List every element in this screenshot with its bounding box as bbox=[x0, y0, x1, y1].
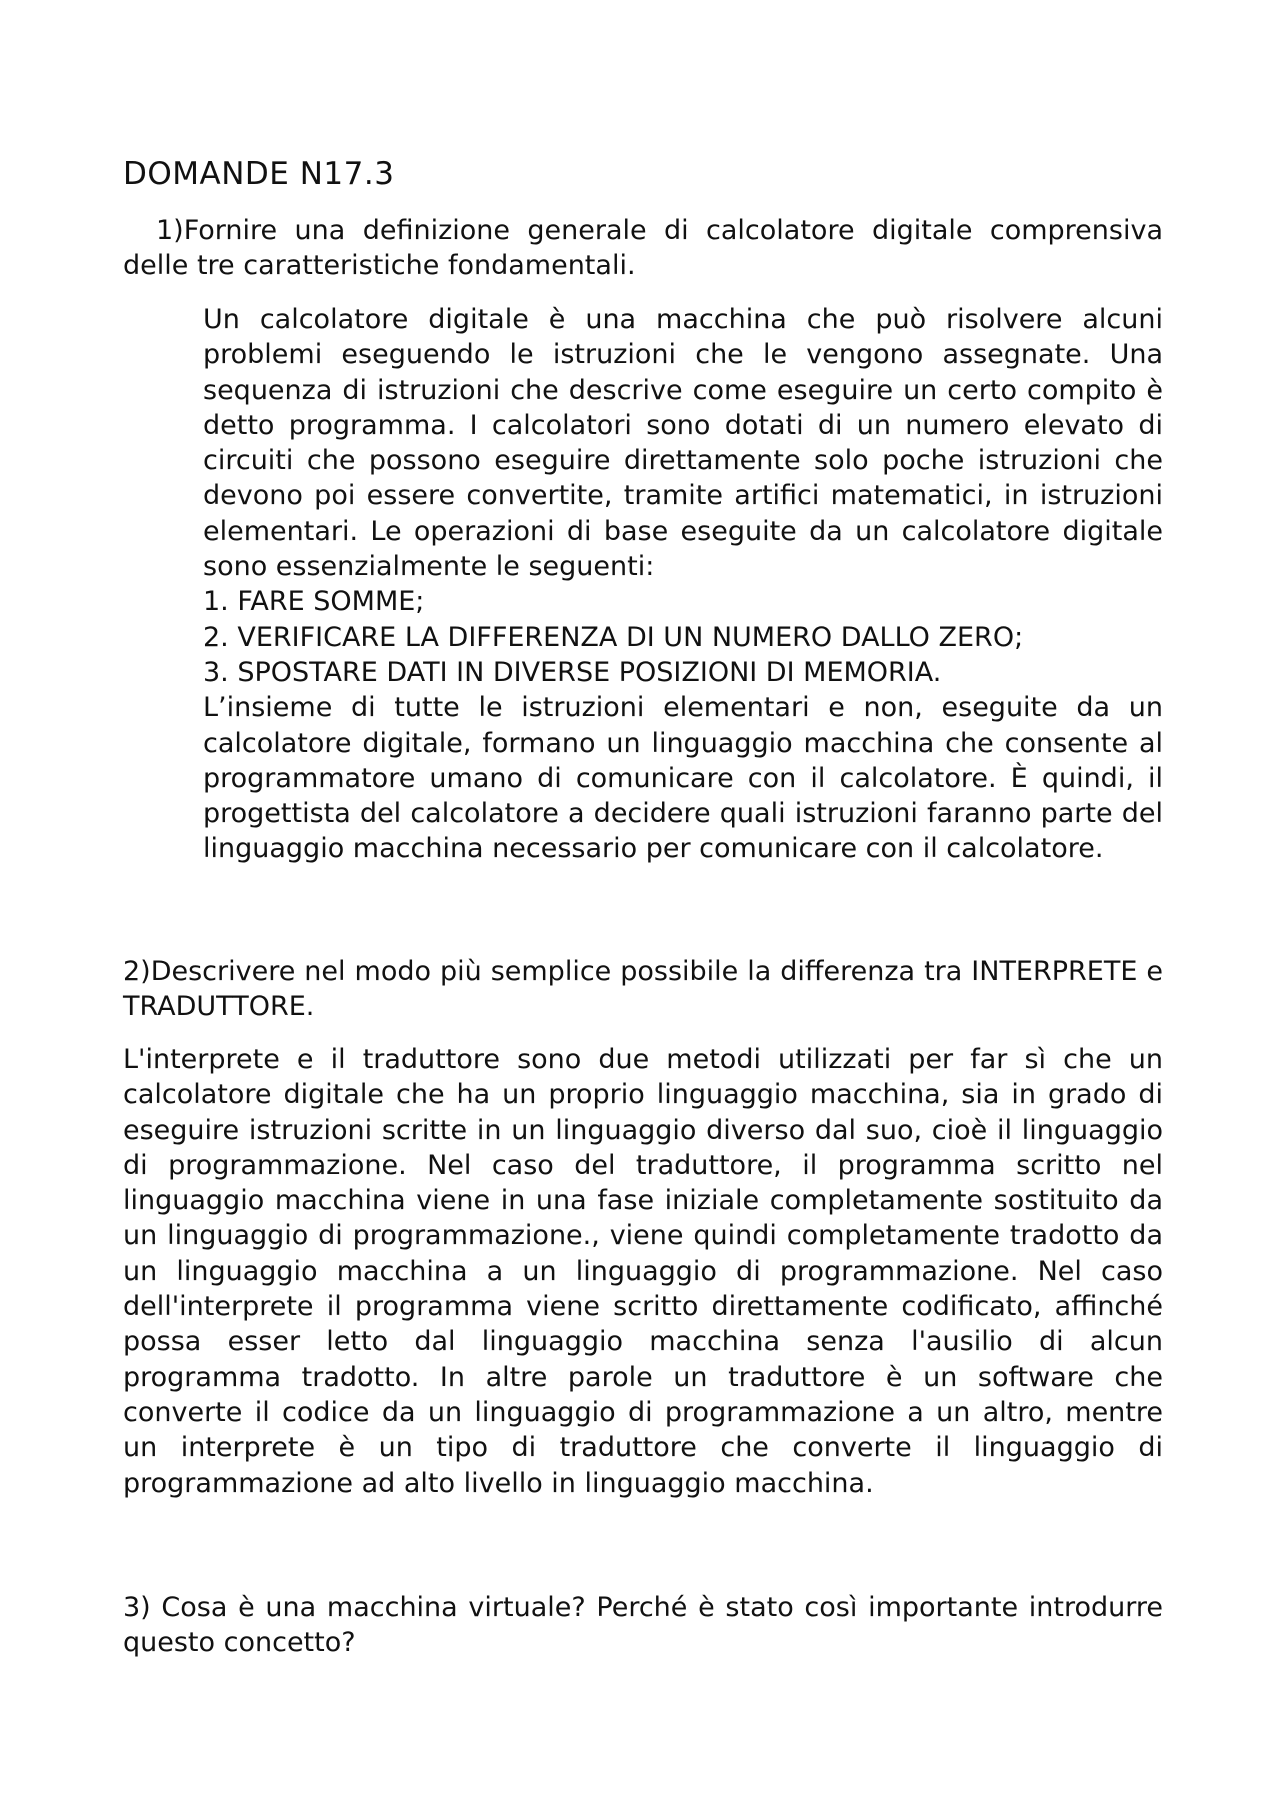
answer-1-intro: Un calcolatore digitale è una macchina che può risolvere alcuni problemi eseguendo le istruzioni che le vengono assegnate. Una sequenza di istruzioni che descrive come eseguire un certo compito è detto programma. I calcolatori sono dotati di un numero elevato di circuiti che possono eseguire direttamente solo poche istruzioni che devono poi essere convertite, tramite artifici matematici, in istruzioni elementari. Le operazioni di base eseguite da un calcolatore digitale sono essenzialmente le seguenti: bbox=[203, 304, 1163, 583]
question-1: 1)Fornire una definizione generale di calcolatore digitale comprensiva delle tre caratteristiche fondamentali. bbox=[123, 215, 1163, 282]
answer-2: L'interprete e il traduttore sono due metodi utilizzati per far sì che un calcolatore digitale che ha un proprio linguaggio macchina, sia in grado di eseguire istruzioni scritte in un linguaggio diverso dal suo, cioè il linguaggio di programmazione. Nel caso del traduttore, il programma scritto nel linguaggio macchina viene in una fase iniziale completamente sostituito da un linguaggio di programmazione., viene quindi completamente tradotto da un linguaggio macchina a un linguaggio di programmazione. Nel caso dell'interprete il programma viene scritto direttamente codificato, affinché possa esser letto dal linguaggio macchina senza l'ausilio di alcun programma tradotto. In altre parole un traduttore è un software che converte il codice da un linguaggio di programmazione a un altro, mentre un interprete è un tipo di traduttore che converte il linguaggio di programmazione ad alto livello in linguaggio macchina. bbox=[123, 1044, 1163, 1499]
answer-1 bbox=[203, 302, 1163, 867]
question-3: 3) Cosa è una macchina virtuale? Perché è stato così importante introdurre questo concetto? bbox=[123, 1592, 1163, 1659]
answer-1-list-item: 1. FARE SOMME; bbox=[203, 586, 425, 618]
answer-1-conclusion: L’insieme di tutte le istruzioni elementari e non, eseguite da un calcolatore digitale, formano un linguaggio macchina che consente al programmatore umano di comunicare con il calcolatore. È quindi, il progettista del calcolatore a decidere quali istruzioni faranno parte del linguaggio macchina necessario per comunicare con il calcolatore. bbox=[203, 692, 1163, 865]
answer-1-list-item: 3. SPOSTARE DATI IN DIVERSE POSIZIONI DI MEMORIA. bbox=[203, 656, 942, 688]
question-2: 2)Descrivere nel modo più semplice possibile la differenza tra INTERPRETE e TRADUTTORE. bbox=[123, 956, 1163, 1023]
document-title: DOMANDE N17.3 bbox=[123, 156, 395, 192]
answer-1-list-item: 2. VERIFICARE LA DIFFERENZA DI UN NUMERO DALLO ZERO; bbox=[203, 621, 1024, 653]
